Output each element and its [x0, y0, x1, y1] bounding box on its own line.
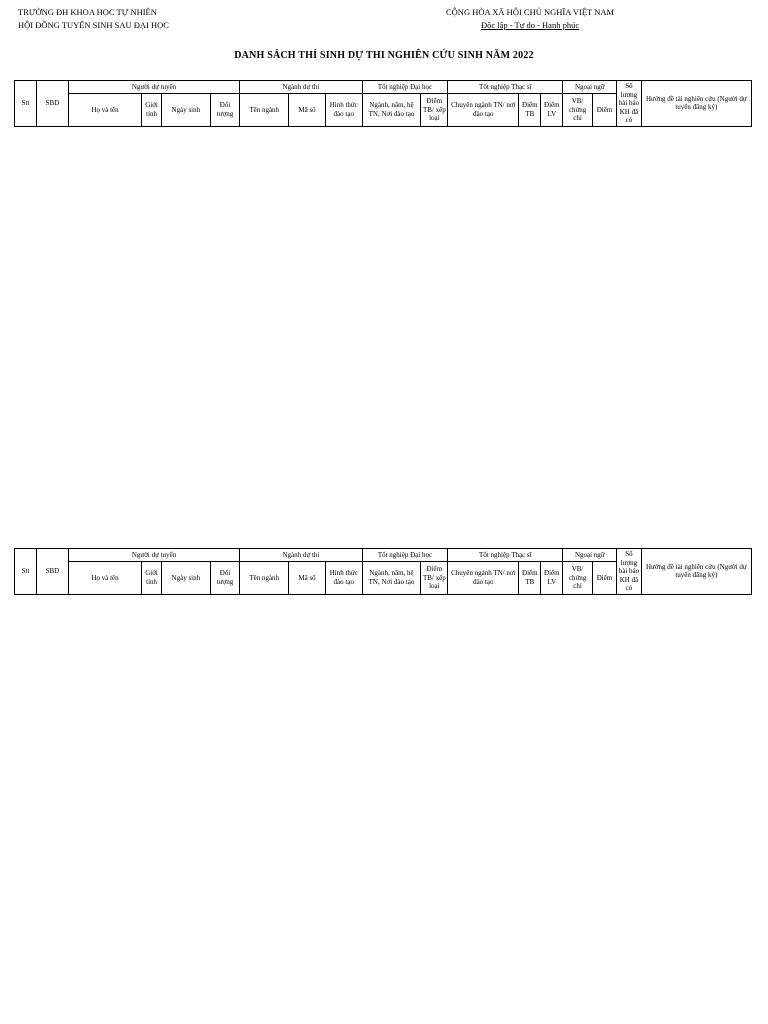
- national-motto: Độc lập - Tự do - Hạnh phúc: [480, 20, 580, 30]
- col-major-name: Tên ngành: [240, 94, 289, 126]
- col-training-form: Hình thức đào tạo: [325, 94, 362, 126]
- col-stt: Stt: [15, 549, 37, 595]
- col-group-master: Tốt nghiệp Thạc sĩ: [448, 81, 563, 94]
- col-undergrad-score: Điểm TB/ xếp loại: [421, 94, 448, 126]
- col-num-pubs: Số lượng bài báo KH đã có: [617, 549, 641, 595]
- col-target: Đối tượng: [210, 562, 239, 594]
- country-name: CỘNG HÒA XÃ HỘI CHỦ NGHĨA VIỆT NAM: [446, 7, 615, 17]
- col-group-language: Ngoại ngữ: [563, 549, 617, 562]
- document-title: DANH SÁCH THÍ SINH DỰ THI NGHIÊN CỨU SINH NĂM 2022: [234, 50, 534, 61]
- page-bottom-edge: [0, 1004, 768, 1024]
- col-gender: Giới tính: [142, 94, 162, 126]
- col-target: Đối tượng: [210, 94, 239, 126]
- candidate-table-1: [14, 80, 752, 127]
- col-major-name: Tên ngành: [240, 562, 289, 594]
- institution-header: [18, 6, 169, 32]
- col-research-direction: Hướng đề tài nghiên cứu (Người dự tuyển đăng ký): [641, 81, 751, 127]
- col-thesis-score: Điểm LV: [541, 94, 563, 126]
- col-group-candidate: Người dự tuyển: [68, 81, 239, 94]
- col-research-direction: Hướng đề tài nghiên cứu (Người dự tuyển đăng ký): [641, 549, 751, 595]
- col-master-score: Điểm TB: [519, 562, 541, 594]
- col-gender: Giới tính: [142, 562, 162, 594]
- col-master-score: Điểm TB: [519, 94, 541, 126]
- col-major-code: Mã số: [289, 94, 326, 126]
- col-sbd: SBD: [37, 549, 69, 595]
- table-header-row-1: [15, 549, 752, 562]
- col-group-undergrad: Tốt nghiệp Đại học: [362, 549, 448, 562]
- col-language-score: Điểm: [592, 562, 616, 594]
- col-num-pubs: Số lượng bài báo KH đã có: [617, 81, 641, 127]
- col-master-info: Chuyên ngành TN/ nơi đào tạo: [448, 562, 519, 594]
- col-master-info: Chuyên ngành TN/ nơi đào tạo: [448, 94, 519, 126]
- table-header-row-1: [15, 81, 752, 94]
- col-name: Họ và tên: [68, 562, 141, 594]
- col-undergrad-score: Điểm TB/ xếp loại: [421, 562, 448, 594]
- col-sbd: SBD: [37, 81, 69, 127]
- col-stt: Stt: [15, 81, 37, 127]
- col-thesis-score: Điểm LV: [541, 562, 563, 594]
- col-language-cert: VB/ chứng chỉ: [563, 562, 592, 594]
- col-name: Họ và tên: [68, 94, 141, 126]
- col-major-code: Mã số: [289, 562, 326, 594]
- col-group-language: Ngoại ngữ: [563, 81, 617, 94]
- candidate-table-2: [14, 548, 752, 595]
- col-group-major: Ngành dự thi: [240, 549, 362, 562]
- col-dob: Ngày sinh: [161, 562, 210, 594]
- col-language-score: Điểm: [592, 94, 616, 126]
- university-name: TRƯỜNG ĐH KHOA HỌC TỰ NHIÊN: [18, 7, 157, 17]
- col-group-candidate: Người dự tuyển: [68, 549, 239, 562]
- col-group-major: Ngành dự thi: [240, 81, 362, 94]
- national-header: [446, 6, 614, 32]
- col-group-undergrad: Tốt nghiệp Đại học: [362, 81, 448, 94]
- col-dob: Ngày sinh: [161, 94, 210, 126]
- col-training-form: Hình thức đào tạo: [325, 562, 362, 594]
- col-undergrad-info: Ngành, năm, hệ TN, Nơi đào tạo: [362, 562, 421, 594]
- col-undergrad-info: Ngành, năm, hệ TN, Nơi đào tạo: [362, 94, 421, 126]
- board-name: HỘI ĐỒNG TUYỂN SINH SAU ĐẠI HỌC: [18, 20, 169, 30]
- col-group-master: Tốt nghiệp Thạc sĩ: [448, 549, 563, 562]
- col-language-cert: VB/ chứng chỉ: [563, 94, 592, 126]
